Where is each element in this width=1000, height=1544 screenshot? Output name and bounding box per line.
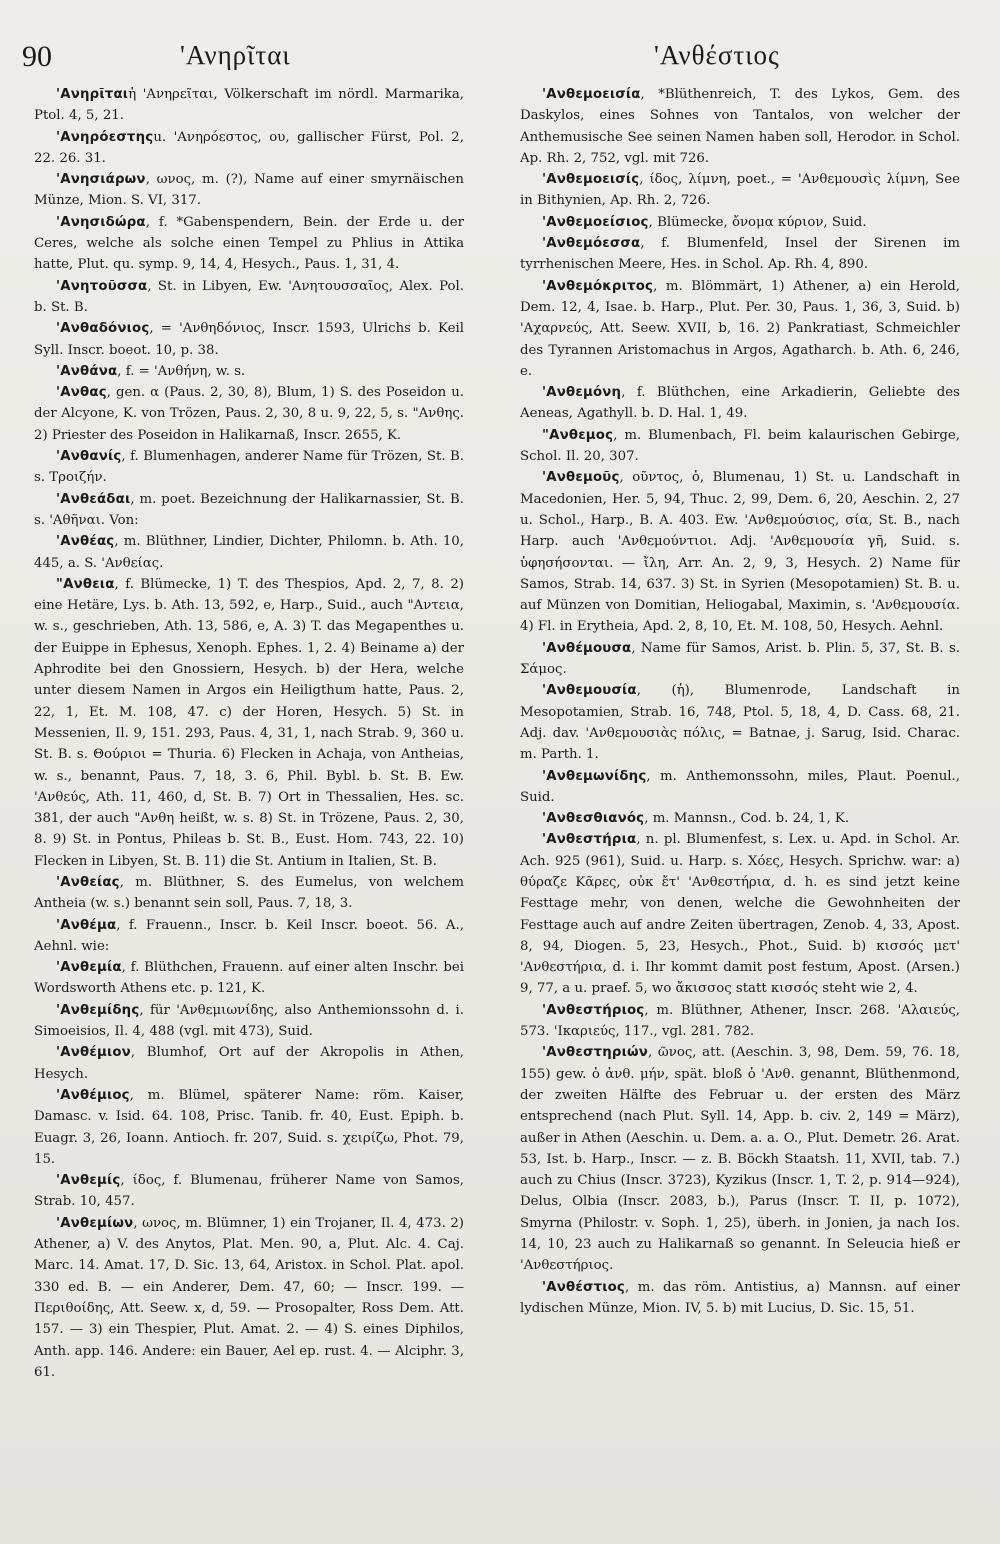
dictionary-entry	[34, 382, 464, 446]
entry-headword: 'Ανθεμόνη	[542, 385, 622, 401]
dictionary-entry	[34, 1000, 464, 1043]
entry-body: , *Blüthenreich, T. des Lykos, Gem. des Daskylos, eines Sohnes von Tantalos, von welcher der Anthemusische See seinen Namen haben soll, Herodor. in Schol. Ap. Rh. 2, 752, vgl. mit 726.	[520, 87, 960, 166]
entry-body: , Blumhof, Ort auf der Akropolis in Athen, Hesych.	[34, 1045, 464, 1082]
dictionary-entry	[34, 1042, 464, 1085]
entry-body: , m. Blümel, späterer Name: röm. Kaiser, Damasc. v. Isid. 64. 108, Prisc. Tanib. fr. 40, Eust. Epiph. b. Euagr. 3, 26, Ioann. Antioch. fr. 207, Suid. s. χειρίζω, Phot. 79, 15.	[34, 1087, 464, 1167]
entry-body: , m. Mannsn., Cod. b. 24, 1, K.	[644, 811, 850, 827]
entry-headword: 'Ανησιδώρα	[56, 214, 146, 230]
entry-body: , gen. α (Paus. 2, 30, 8), Blum, 1) S. des Poseidon u. der Alcyone, K. von Trözen, Paus. 2, 30, 8 u. 9, 22, 5, s. "Ανθης. 2) Priester des Poseidon in Halikarnaß, Inscr. 2655, K.	[34, 385, 464, 443]
entry-body: , m. Blömmärt, 1) Athener, a) ein Herold, Dem. 12, 4, Isae. b. Harp., Plut. Per. 30, Paus. 1, 36, 3, Suid. b) 'Αχαρνεύς, Att. Seew. XVII, b, 16. 2) Pankratiast, Schmeichler des Tyrannen Aristomachus in Argos, Agatharch. b. Ath. 6, 246, e.	[520, 278, 960, 379]
entry-headword: 'Ανθεστήριος	[542, 1002, 645, 1018]
entry-headword: "Ανθεμος	[542, 427, 614, 443]
entry-body: , f. *Gabenspendern, Bein. der Erde u. der Ceres, welche als solche einen Tempel zu Phlius in Attika hatte, Plut. qu. symp. 9, 14, 4, Hesych., Paus. 1, 31, 4.	[34, 214, 464, 273]
entry-headword: 'Ανθεμοῦς	[542, 470, 620, 486]
entry-body: , ωνος, m. Blümner, 1) ein Trojaner, Il. 4, 473. 2) Athener, a) V. des Anytos, Plat. Men. 90, a, Plut. Alc. 4. Caj. Marc. 14. Amat. 17, D. Sic. 13, 64, Aristox. in Schol. Plat. apol. 330 ed. B. — ein Anderer, Dem. 47, 60; — Inscr. 199. — Περιθοίδης, Att. Seew. x, d, 59. — Prosopalter, Ross Dem. Att. 157. — 3) ein Thespier, Plut. Amat. 2. — 4) S. eines Diphilos, Anth. app. 146. Andere: ein Bauer, Ael ep. rust. 4. — Alciphr. 3, 61.	[34, 1215, 464, 1380]
dictionary-entry	[520, 425, 960, 468]
entry-headword: 'Ανθέμα	[56, 917, 117, 933]
entry-body: , = 'Ανθηδόνιος, Inscr. 1593, Ulrichs b. Keil Syll. Inscr. boeot. 10, p. 38.	[34, 321, 464, 358]
entry-headword: 'Ανθεάδαι	[56, 491, 131, 507]
dictionary-entry	[520, 233, 960, 276]
dictionary-entry	[34, 531, 464, 574]
dictionary-entry	[34, 361, 464, 382]
entry-body: , f. Frauenn., Inscr. b. Keil Inscr. boeot. 56. A., Aehnl. wie:	[34, 917, 464, 954]
entry-body: , m. das röm. Antistius, a) Mannsn. auf einer lydischen Münze, Mion. IV, 5. b) mit Lucius, D. Sic. 15, 51.	[520, 1279, 960, 1316]
entry-headword: 'Ανθας	[56, 385, 107, 401]
dictionary-entry	[34, 872, 464, 915]
entry-body: , m. Blumenbach, Fl. beim kalaurischen Gebirge, Schol. Il. 20, 307.	[520, 427, 960, 465]
entry-body: , f. Blumenfeld, Insel der Sirenen im tyrrhenischen Meere, Hes. in Schol. Ap. Rh. 4, 890.	[520, 236, 960, 273]
dictionary-entry	[34, 169, 464, 212]
dictionary-entry	[520, 1042, 960, 1276]
entry-headword: 'Ανηρόεστης	[56, 129, 154, 145]
entry-headword: 'Ανθεμωνίδης	[542, 768, 647, 784]
entry-body: , ίδος, f. Blumenau, früherer Name von Samos, Strab. 10, 457.	[34, 1173, 464, 1210]
entry-body: , ίδος, λίμνη, poet., = 'Ανθεμουσὶς λίμνη, See in Bithynien, Ap. Rh. 2, 726.	[520, 172, 960, 209]
entry-body: , m. Blüthner, S. des Eumelus, von welchem Antheia (w. s.) benannt sein soll, Paus. 7, 18, 3.	[34, 874, 464, 912]
entry-headword: 'Ανθαδόνιος	[56, 321, 150, 337]
entry-headword: 'Ανθεμίδης	[56, 1002, 140, 1018]
entry-body: , f. Blüthchen, Frauenn. auf einer alten Inschr. bei Wordsworth Athens etc. p. 121, K.	[34, 960, 464, 997]
entry-headword: 'Ανθεμόεσσα	[542, 236, 641, 252]
entry-headword: 'Ανθάνα	[56, 363, 118, 379]
entry-headword: 'Ανθεστήρια	[542, 832, 637, 848]
entry-headword: 'Ανθέμουσα	[542, 640, 632, 656]
entry-headword: 'Ανθεστηριών	[542, 1045, 648, 1061]
entry-body: , f. Blumenhagen, anderer Name für Trözen, St. B. s. Τροιζήν.	[34, 449, 464, 486]
entry-headword: 'Ανθεμία	[56, 960, 122, 976]
entry-headword: 'Ανθεμόκριτος	[542, 278, 654, 294]
entry-body: u. 'Ανηρόεστος, ου, gallischer Fürst, Pol. 2, 22. 26. 31.	[34, 129, 464, 166]
dictionary-entry	[34, 1170, 464, 1213]
entry-body: , für 'Ανθεμιωνίδης, also Anthemionssohn d. i. Simoeisios, Il. 4, 488 (vgl. mit 473), Suid.	[34, 1002, 464, 1040]
entry-body: , m. poet. Bezeichnung der Halikarnassier, St. B. s. 'Αθῆναι. Von:	[34, 491, 464, 528]
right-column	[520, 84, 960, 1319]
entry-body: , m. Anthemonssohn, miles, Plaut. Poenul., Suid.	[520, 768, 960, 805]
entry-headword: 'Ανητοῦσσα	[56, 278, 148, 294]
dictionary-entry	[520, 1000, 960, 1043]
dictionary-entry	[34, 127, 464, 170]
dictionary-entry	[34, 84, 464, 127]
dictionary-entry	[34, 276, 464, 319]
dictionary-entry	[34, 212, 464, 276]
dictionary-entry	[520, 382, 960, 425]
dictionary-entry	[520, 169, 960, 212]
entry-headword: 'Ανθεμοεισία	[542, 87, 641, 102]
dictionary-entry	[520, 467, 960, 637]
entry-headword: 'Ανθεμίων	[56, 1215, 134, 1231]
entry-headword: 'Ανησιάρων	[56, 172, 146, 188]
dictionary-entry	[520, 276, 960, 382]
entry-headword: 'Ανθείας	[56, 874, 120, 890]
dictionary-entry	[34, 574, 464, 872]
entry-headword: 'Ανθεμοεισίς	[542, 172, 640, 188]
entry-body: , n. pl. Blumenfest, s. Lex. u. Apd. in Schol. Ar. Ach. 925 (961), Suid. u. Harp. s. Χόες, Hesych. Sprichw. war: a) θύραζε Κᾶρες, οὐκ ἔτ' 'Ανθεστήρια, d. h. es sind jetzt keine Festtage mehr, von denen, welche die Gewohnheiten der Festtage auch auf andre Zeiten übertragen, Zenob. 4, 33, Apost. 8, 94, Diogen. 5, 23, Hesych., Phot., Suid. b) κισσός μετ' 'Ανθεστήρια, d. i. Ihr kommt damit post festum, Apost. (Arsen.) 9, 77, a u. praef. 5, wo ἄκισσος statt κισσός steht wie 2, 4.	[520, 832, 960, 997]
dictionary-entry	[34, 489, 464, 532]
dictionary-entry	[34, 446, 464, 489]
entry-body: , f. Blümecke, 1) T. des Thespios, Apd. 2, 7, 8. 2) eine Hetäre, Lys. b. Ath. 13, 592, e, Harp., Suid., auch "Αντεια, w. s., geschrieben, Ath. 13, 586, e, A. 3) T. das Megapenthes u. der Euippe in Ephesus, Xenoph. Ephes. 1, 2. 4) Beiname a) der Aphrodite bei den Gnossiern, Hesych. b) der Hera, welche unter diesem Namen in Argos ein Heiligthum hatte, Paus. 2, 22, 1, Et. M. 108, 47. c) der Horen, Hesych. 5) St. in Messenien, Il. 9, 151. 293, Paus. 4, 31, 1, nach Strab. 9, 360 u. St. B. s. Θούριοι = Thuria. 6) Flecken in Achaja, von Antheias, w. s., benannt, Paus. 7, 18, 3. 6, Phil. Bybl. b. St. B. Ew. 'Ανθεύς, Ath. 11, 460, d, St. B. 7) Ort in Thessalien, Hes. sc. 381, der auch "Ανθη heißt, w. s. 8) St. in Trözene, Paus. 2, 30, 8. 9) St. in Pontus, Phileas b. St. B., Eust. Hom. 743, 22. 10) Flecken in Libyen, St. B. 11) die St. Antium in Italien, St. B.	[34, 576, 464, 869]
entry-body: , (ἡ), Blumenrode, Landschaft in Mesopotamien, Strab. 16, 748, Ptol. 5, 18, 4, D. Cass. 68, 21. Adj. dav. 'Ανθεμουσιὰς πόλις, = Batnae, j. Sarug, Isid. Charac. m. Parth. 1.	[520, 683, 960, 763]
dictionary-entry	[520, 680, 960, 765]
entry-headword: 'Ανθανίς	[56, 449, 122, 465]
entry-body: , f. Blüthchen, eine Arkadierin, Geliebte des Aeneas, Agathyll. b. D. Hal. 1, 49.	[520, 385, 960, 422]
entry-headword: 'Ανθεμουσία	[542, 683, 637, 699]
page-number: 90	[22, 40, 52, 73]
dictionary-entry	[520, 766, 960, 809]
entry-body: ἡ 'Ανηρεῖται, Völkerschaft im nördl. Marmarika, Ptol. 4, 5, 21.	[34, 87, 464, 124]
entry-body: , m. Blüthner, Lindier, Dichter, Philomn. b. Ath. 10, 445, a. S. 'Ανθείας.	[34, 534, 464, 571]
running-head-left: 'Ανηρῖται	[180, 40, 291, 70]
entry-headword: 'Ανθεμοείσιος	[542, 214, 649, 230]
entry-body: , Name für Samos, Arist. b. Plin. 5, 37, St. B. s. Σάμος.	[520, 640, 960, 678]
dictionary-entry	[34, 957, 464, 1000]
entry-body: , St. in Libyen, Ew. 'Ανητουσσαῖος, Alex. Pol. b. St. B.	[34, 278, 464, 315]
entry-body: , m. Blüthner, Athener, Inscr. 268. 'Αλαιεύς, 573. 'Ικαριεύς, 117., vgl. 281. 782.	[520, 1002, 960, 1040]
dictionary-entry	[520, 84, 960, 169]
dictionary-entry	[34, 1085, 464, 1170]
entry-headword: 'Ανθέας	[56, 534, 115, 550]
entry-headword: 'Ανθέστιος	[542, 1279, 625, 1295]
entry-headword: 'Ανθέμιον	[56, 1045, 131, 1061]
entry-headword: 'Ανθεμίς	[56, 1173, 121, 1189]
dictionary-entry	[520, 1277, 960, 1320]
dictionary-entry	[520, 212, 960, 233]
entry-body: , οῦντος, ὁ, Blumenau, 1) St. u. Landschaft in Macedonien, Her. 5, 94, Thuc. 2, 99, Dem. 6, 20, Aeschin. 2, 27 u. Schol., Harp., B. A. 403. Ew. 'Ανθεμούσιος, σία, St. B., nach Harp. auch 'Ανθεμούντιοι. Adj. 'Ανθεμουσία γῆ, Suid. s. ὑφησήσονται. — ἴλη, Arr. An. 2, 9, 3, Hesych. 2) Name für Samos, Strab. 14, 637. 3) St. in Syrien (Mesopotamien) St. B. u. auf Münzen von Domitian, Heliogabal, Maximin, s. 'Ανθεμουσία. 4) Fl. in Erytheia, Apd. 2, 8, 10, Et. M. 108, 50, Hesych. Aehnl.	[520, 470, 960, 635]
dictionary-entry	[34, 318, 464, 361]
dictionary-entry	[520, 638, 960, 681]
running-head-right: 'Ανθέστιος	[654, 40, 780, 70]
dictionary-entry	[34, 1213, 464, 1383]
entry-body: , ωνος, m. (?), Name auf einer smyrnäischen Münze, Mion. S. VI, 317.	[34, 172, 464, 209]
entry-body: , Blümecke, ὄνομα κύριον, Suid.	[648, 214, 867, 230]
entry-body: , ῶνος, att. (Aeschin. 3, 98, Dem. 59, 76. 18, 155) gew. ὁ ἀνθ. μήν, spät. bloß ὁ 'Ανθ. genannt, Blüthenmond, der zweiten Hälfte des Februar u. der ersten des März entsprechend (nach Plut. Syll. 14, App. b. civ. 2, 149 = März), außer in Athen (Aeschin. u. Dem. a. a. O., Plut. Demetr. 26. Arat. 53, Ist. b. Harp., Inscr. — z. B. Böckh Staatsh. 11, XVII, tab. 7.) auch zu Chius (Inscr. 3723), Kyzikus (Inscr. 1, T. 2, p. 914—924), Delus, Olbia (Inscr. 2083, b.), Parus (Inscr. T. II, p. 1072), Smyrna (Philostr. v. Soph. 1, 25), überh. in Jonien, ja nach Ios. 14, 10, 23 auch zu Halikarnaß so genannt. In Seleucia hieß er 'Ανθεστήριος.	[520, 1045, 960, 1274]
entry-headword: 'Ανηρῖται	[56, 87, 129, 102]
entry-headword: 'Ανθέμιος	[56, 1087, 130, 1103]
entry-body: , f. = 'Ανθήνη, w. s.	[117, 363, 246, 379]
entry-headword: 'Ανθεσθιανός	[542, 811, 645, 827]
dictionary-entry	[34, 915, 464, 958]
dictionary-entry	[520, 829, 960, 999]
left-column	[34, 84, 464, 1383]
entry-headword: "Ανθεια	[56, 576, 115, 592]
dictionary-entry	[520, 808, 960, 829]
